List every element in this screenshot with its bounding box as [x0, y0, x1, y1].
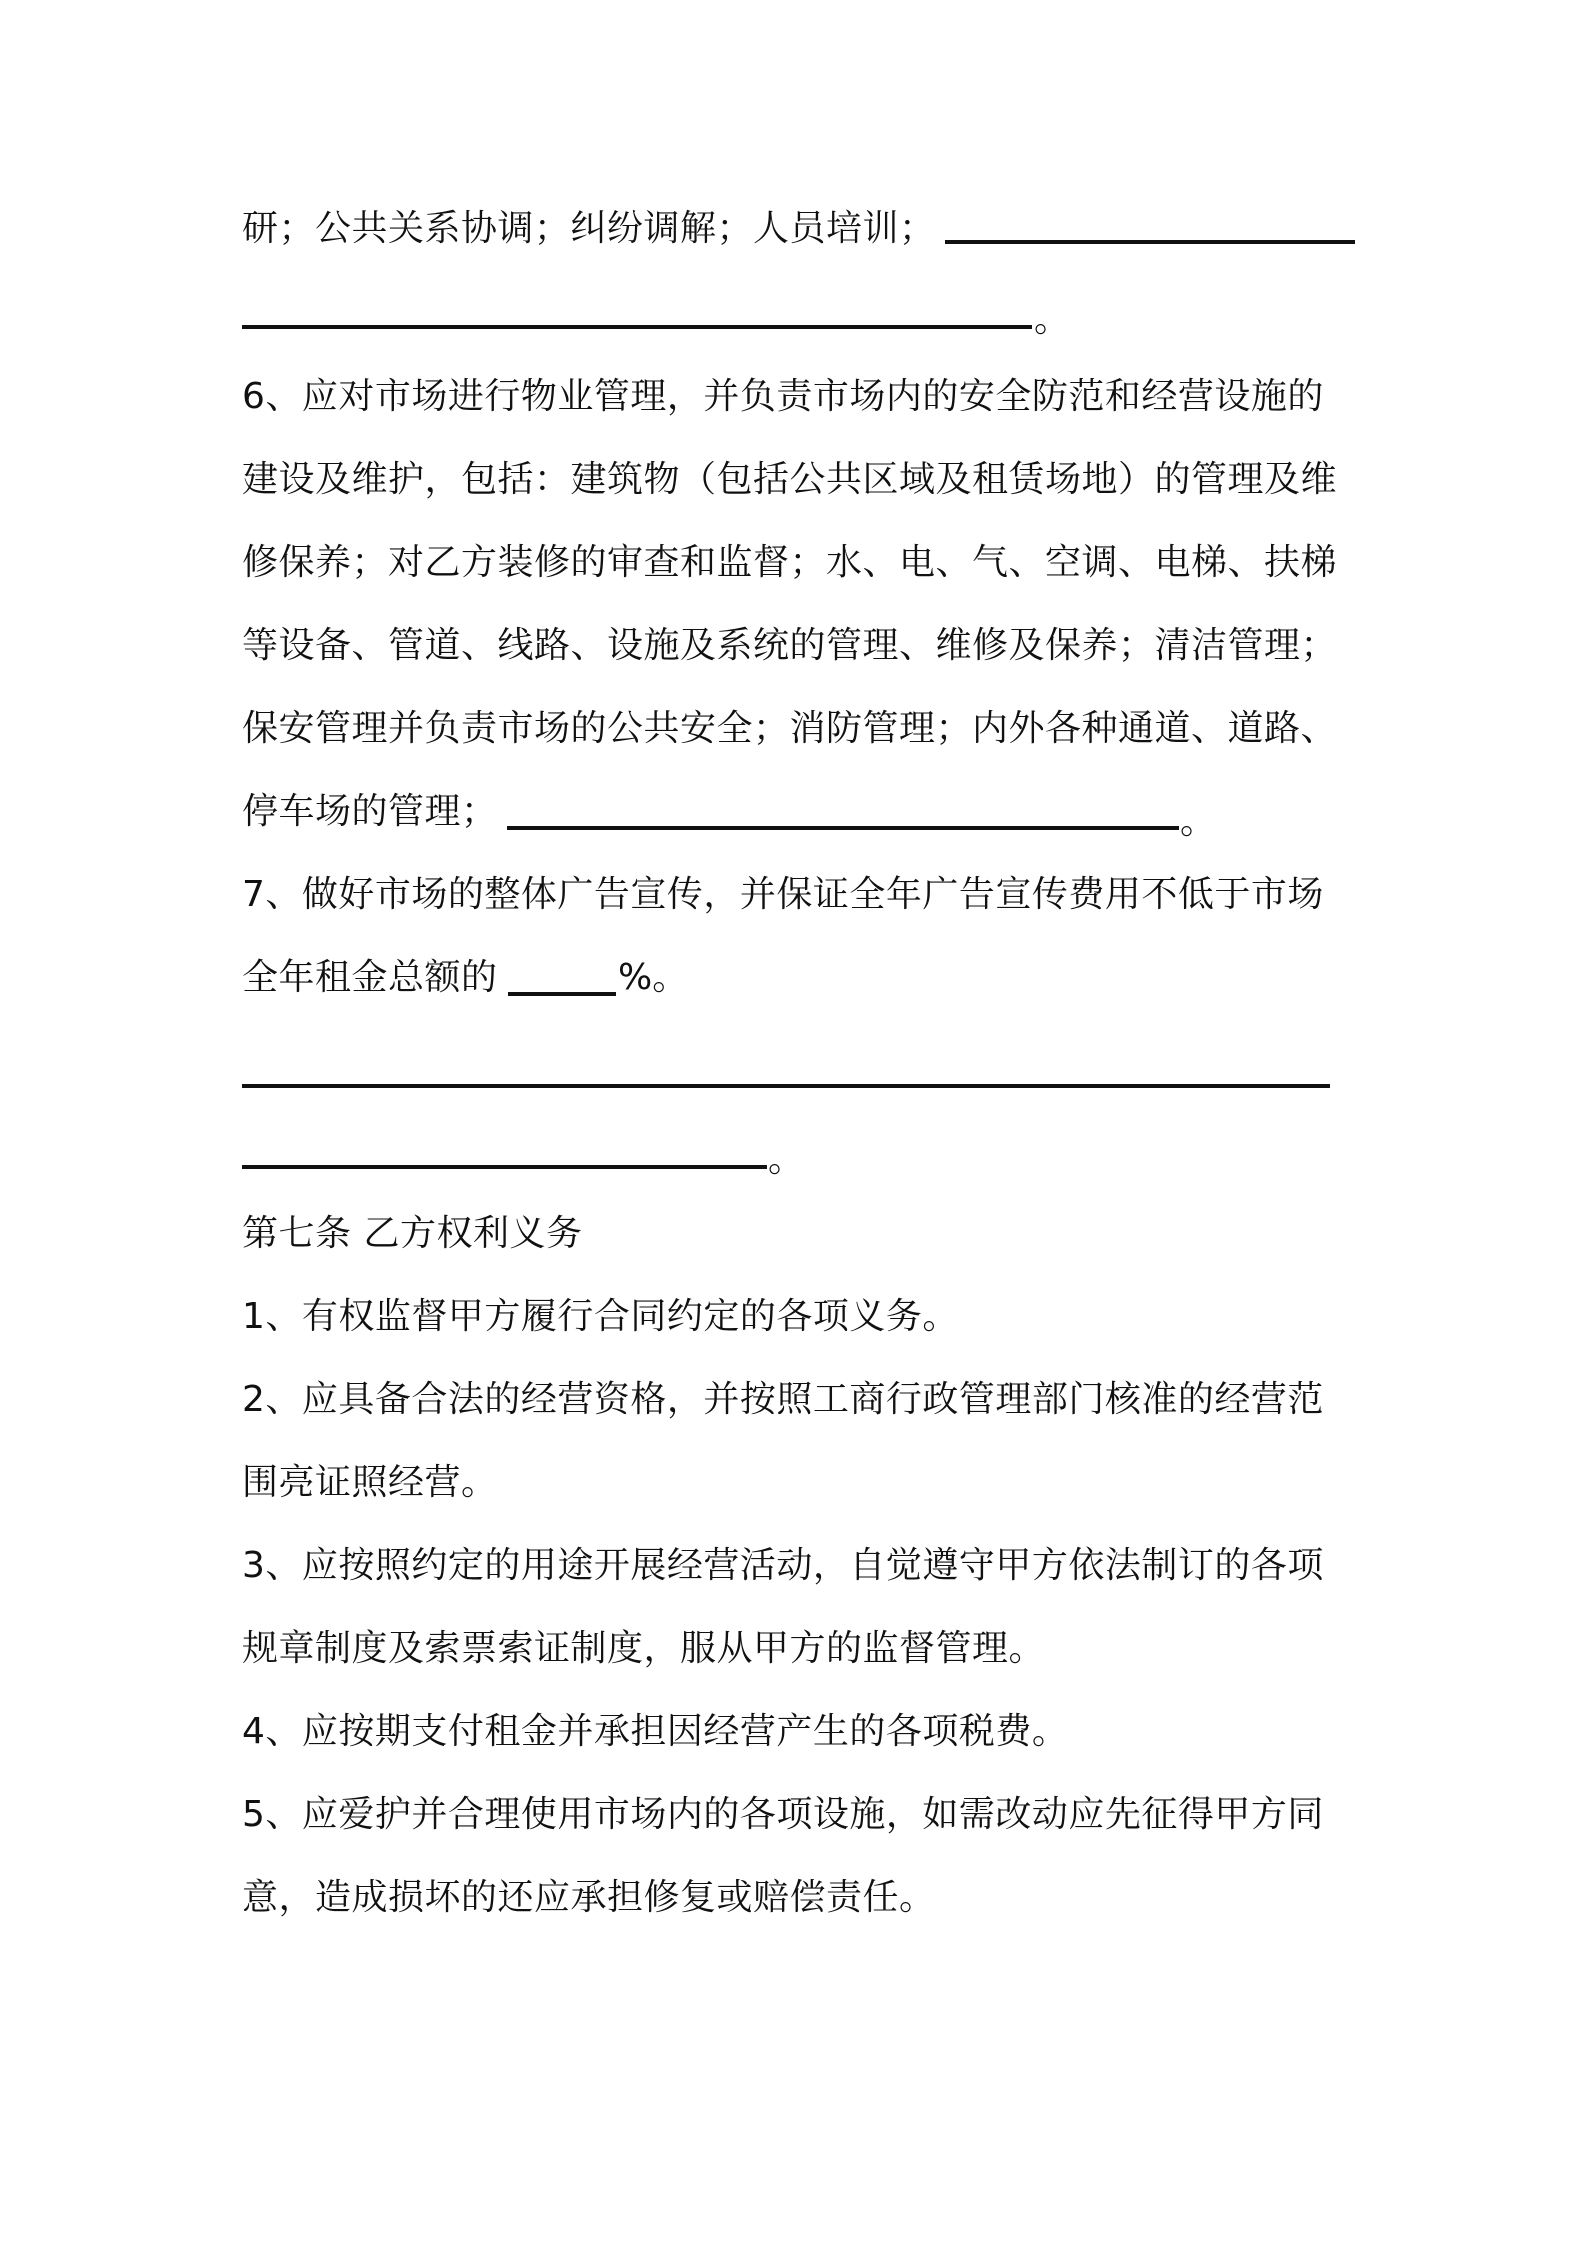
fill-in-blank [945, 240, 1355, 244]
text-line [242, 205, 936, 253]
text-line: 5、应爱护并合理使用市场内的各项设施，如需改动应先征得甲方同 [242, 1794, 1324, 1835]
text-line: 保安管理并负责市场的公共安全；消防管理；内外各种通道、道路、 [242, 708, 1338, 749]
fill-in-blank [507, 826, 1179, 830]
text-line: 3、应按照约定的用途开展经营活动，自觉遵守甲方依法制订的各项 [242, 1545, 1324, 1586]
text-line: 6、应对市场进行物业管理，并负责市场内的安全防范和经营设施的 [242, 376, 1324, 417]
text-line: 围亮证照经营。 [242, 1462, 498, 1503]
text-line: 意，造成损坏的还应承担修复或赔偿责任。 [242, 1877, 936, 1918]
line-text: 研；公共关系协调；纠纷调解；人员培训； [242, 208, 936, 249]
fill-in-blank [508, 992, 616, 996]
text-line: 规章制度及索票索证制度，服从甲方的监督管理。 [242, 1628, 1046, 1669]
text-line: 1、有权监督甲方履行合同约定的各项义务。 [242, 1296, 959, 1337]
fill-in-blank [242, 1165, 767, 1169]
text-line: 修保养；对乙方装修的审查和监督；水、电、气、空调、电梯、扶梯 [242, 542, 1338, 583]
line-text: 全年租金总额的 [242, 957, 498, 998]
text-line [242, 788, 498, 836]
text-line [242, 954, 498, 1002]
line-text: %。 [618, 957, 689, 998]
line-text: 。 [1180, 801, 1217, 842]
section-heading: 第七条 乙方权利义务 [242, 1213, 583, 1254]
fill-in-blank [242, 325, 1032, 329]
line-text: 。 [1034, 299, 1071, 340]
text-line: 等设备、管道、线路、设施及系统的管理、维修及保养；清洁管理； [242, 625, 1338, 666]
text-line: 2、应具备合法的经营资格，并按照工商行政管理部门核准的经营范 [242, 1379, 1324, 1420]
fill-in-blank [242, 1084, 1330, 1088]
text-line: 4、应按期支付租金并承担因经营产生的各项税费。 [242, 1711, 1069, 1752]
text-line: 7、做好市场的整体广告宣传，并保证全年广告宣传费用不低于市场 [242, 874, 1324, 915]
line-text: 。 [768, 1139, 805, 1180]
line-text: 停车场的管理； [242, 791, 498, 832]
text-line: 建设及维护，包括：建筑物（包括公共区域及租赁场地）的管理及维 [242, 459, 1338, 500]
